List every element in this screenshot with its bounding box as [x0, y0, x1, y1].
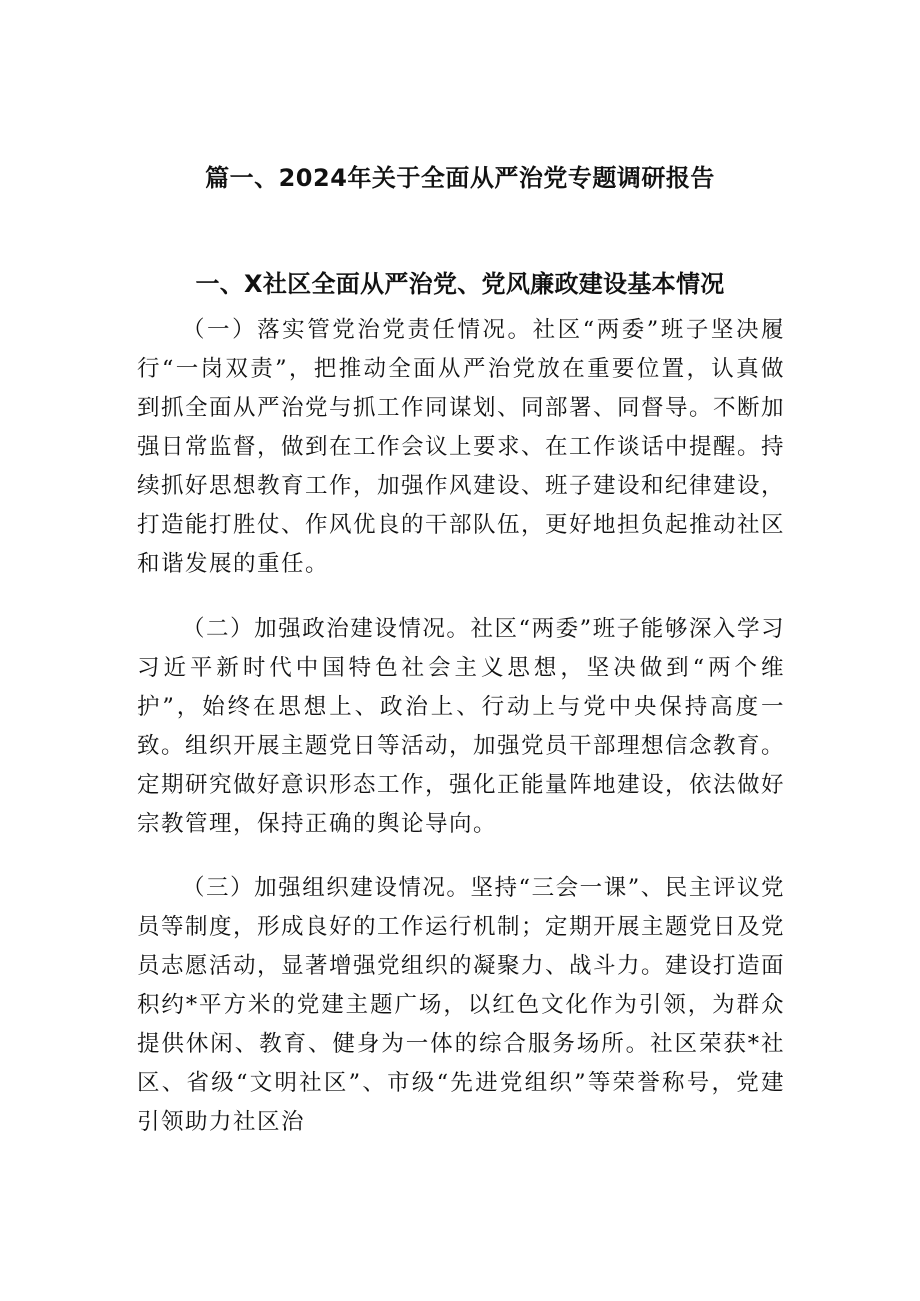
section-heading: 一、X社区全面从严治党、党风廉政建设基本情况	[195, 270, 725, 298]
paragraph-organization-building: （三）加强组织建设情况。坚持“三会一课”、民主评议党员等制度，形成良好的工作运行机制；定期开展主题党日及党员志愿活动，显著增强党组织的凝聚力、战斗力。建设打造面积约*平方米的党建主题广场，以红色文化作为引领，为群众提供休闲、教育、健身为一体的综合服务场所。社区荣获*社区、省级“文明社区”、市级“先进党组织”等荣誉称号，党建引领助力社区治	[137, 875, 786, 1135]
paragraph-political-building: （二）加强政治建设情况。社区“两委”班子能够深入学习习近平新时代中国特色社会主义思想，坚决做到“两个维护”，始终在思想上、政治上、行动上与党中央保持高度一致。组织开展主题党日等活动，加强党员干部理想信念教育。定期研究做好意识形态工作，强化正能量阵地建设，依法做好宗教管理，保持正确的舆论导向。	[137, 616, 786, 837]
document-title: 篇一、2024年关于全面从严治党专题调研报告	[205, 164, 715, 192]
paragraph-responsibility: （一）落实管党治党责任情况。社区“两委”班子坚决履行“一岗双责”，把推动全面从严治党放在重要位置，认真做到抓全面从严治党与抓工作同谋划、同部署、同督导。不断加强日常监督，做到在工作会议上要求、在工作谈话中提醒。持续抓好思想教育工作，加强作风建设、班子建设和纪律建设，打造能打胜仗、作风优良的干部队伍，更好地担负起推动社区和谐发展的重任。	[137, 317, 786, 577]
